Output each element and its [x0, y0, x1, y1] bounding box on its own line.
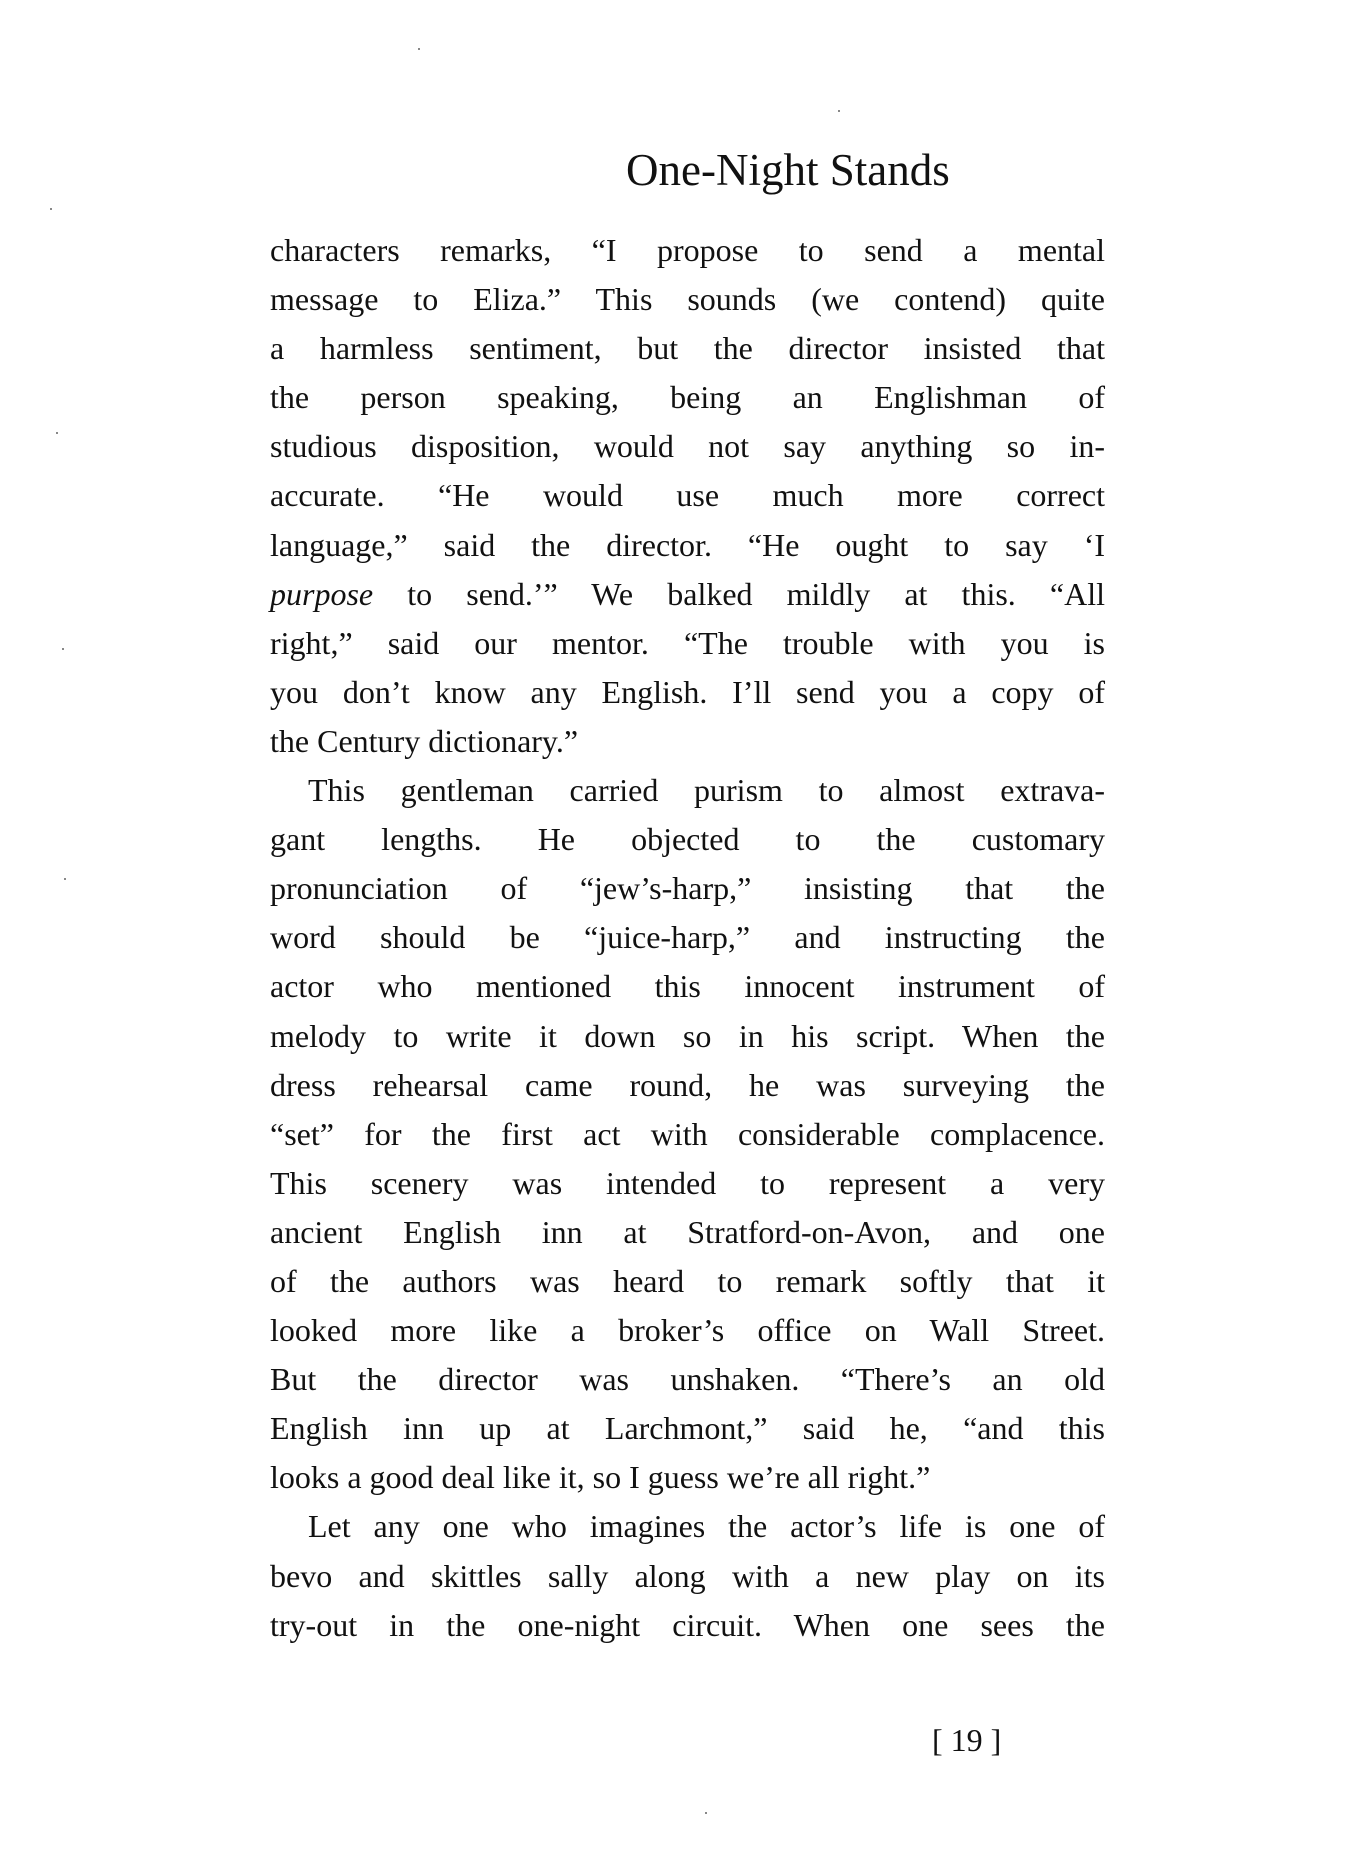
italic-word: purpose: [270, 575, 374, 612]
text-line: bevo and skittles sally along with a new play on its: [270, 1557, 1105, 1594]
scan-speck: [50, 208, 52, 210]
scan-speck: [64, 878, 66, 880]
text-line: you don’t know any English. I’ll send you a copy of: [270, 673, 1105, 710]
text-line: word should be “juice-harp,” and instructing the: [270, 919, 1105, 956]
text-line: characters remarks, “I propose to send a mental: [270, 232, 1105, 268]
text-line: looks a good deal like it, so I guess we’re all right.”: [270, 1459, 931, 1496]
scan-speck: [838, 110, 840, 112]
paragraph-1: [270, 226, 1105, 766]
scan-speck: [705, 1812, 707, 1814]
text-line: melody to write it down so in his script. When the: [270, 1017, 1105, 1054]
text-line: accurate. “He would use much more correct: [270, 477, 1105, 514]
running-title: One-Night Stands: [626, 145, 950, 195]
scan-speck: [56, 432, 58, 434]
paragraph-2: [270, 766, 1105, 1502]
text-line: But the director was unshaken. “There’s an old: [270, 1361, 1105, 1398]
text-line: a harmless sentiment, but the director insisted that: [270, 330, 1105, 367]
text-line: looked more like a broker’s office on Wall Street.: [270, 1312, 1105, 1349]
text-line: English inn up at Larchmont,” said he, “and this: [270, 1410, 1105, 1447]
text-line: dress rehearsal came round, he was surveying the: [270, 1066, 1105, 1103]
text-line: ancient English inn at Stratford-on-Avon, and one: [270, 1213, 1105, 1250]
paragraph-3: [270, 1502, 1105, 1649]
text-line: of the authors was heard to remark softly that it: [270, 1262, 1105, 1299]
text-line: studious disposition, would not say anything so in-: [270, 428, 1105, 465]
text-line: gant lengths. He objected to the customary: [270, 821, 1105, 858]
text-line: the person speaking, being an Englishman of: [270, 379, 1105, 416]
scan-speck: [62, 648, 64, 650]
scan-speck: [418, 48, 420, 50]
text-line: purpose to send.’” We balked mildly at this. “All: [270, 575, 1105, 612]
text-line: This gentleman carried purism to almost extrava-: [308, 772, 1105, 809]
text-line: language,” said the director. “He ought to say ‘I: [270, 526, 1105, 563]
text-line: “set” for the first act with considerable complacence.: [270, 1115, 1105, 1152]
text-line: try-out in the one-night circuit. When one sees the: [270, 1606, 1105, 1643]
text-line: the Century dictionary.”: [270, 722, 579, 759]
text-line: right,” said our mentor. “The trouble with you is: [270, 624, 1105, 661]
text-line: pronunciation of “jew’s-harp,” insisting that the: [270, 870, 1105, 907]
text-line: message to Eliza.” This sounds (we contend) quite: [270, 281, 1105, 318]
text-line: Let any one who imagines the actor’s life is one of: [308, 1508, 1105, 1545]
text-line: This scenery was intended to represent a very: [270, 1164, 1105, 1201]
text-line: actor who mentioned this innocent instrument of: [270, 968, 1105, 1005]
page-number: [ 19 ]: [932, 1722, 1002, 1758]
body-text: [270, 226, 1105, 1650]
